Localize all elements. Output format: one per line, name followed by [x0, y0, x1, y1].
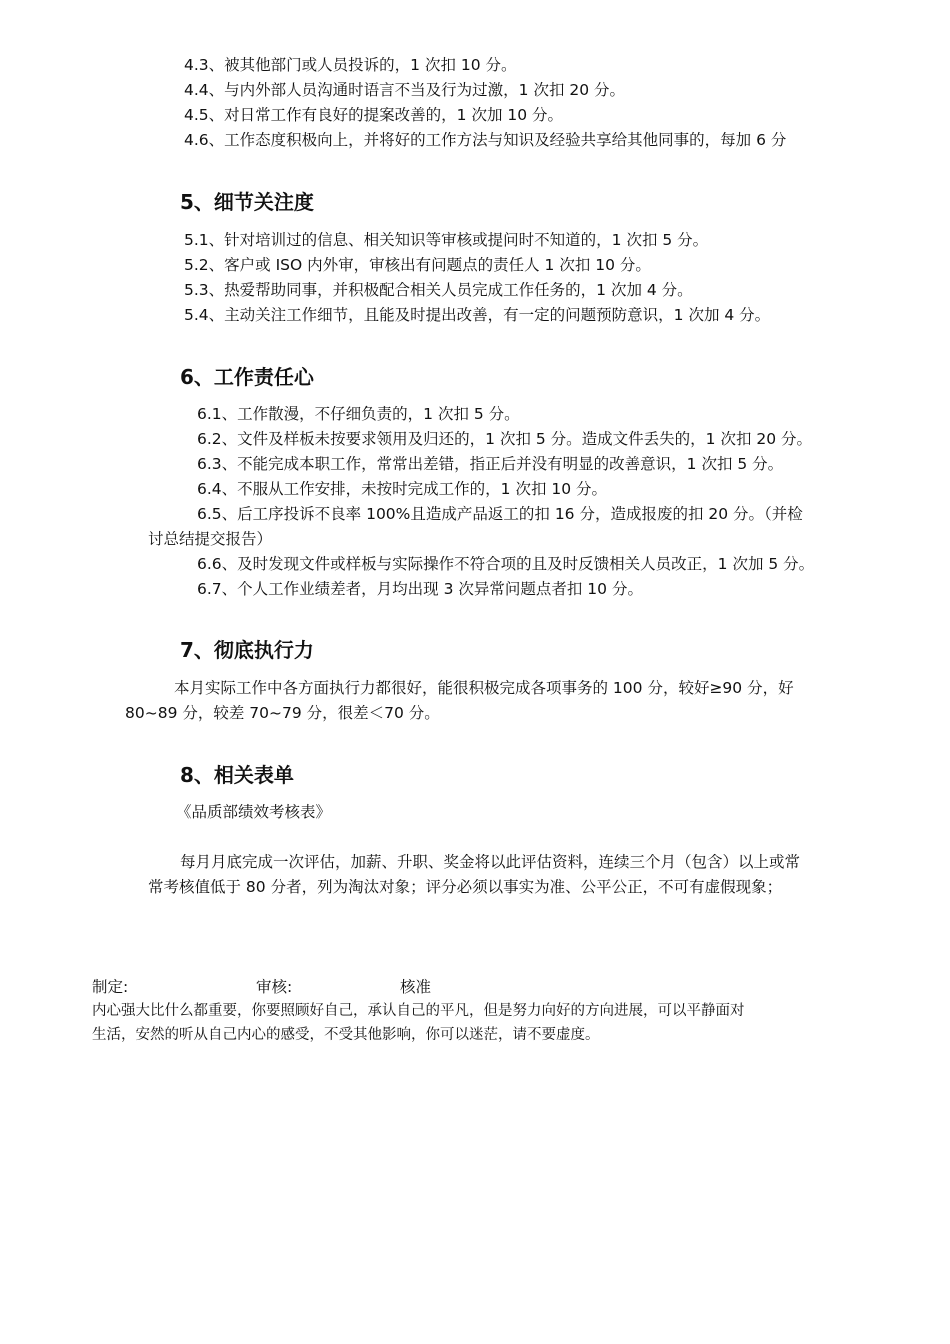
closing-line-1: 内心强大比什么都重要，你要照顾好自己，承认自己的平凡，但是努力向好的方向进展，可以平静面对: [92, 1003, 745, 1019]
item-4-4: 4.4、与内外部人员沟通时语言不当及行为过激，1 次扣 20 分。: [184, 81, 626, 99]
item-6-1: 6.1、工作散漫，不仔细负责的，1 次扣 5 分。: [197, 405, 520, 423]
item-6-2: 6.2、文件及样板未按要求领用及归还的，1 次扣 5 分。造成文件丢失的，1 次扣 20 分。: [197, 430, 813, 448]
item-6-5-cont: 讨总结提交报告）: [148, 530, 273, 548]
item-4-5: 4.5、对日常工作有良好的提案改善的，1 次加 10 分。: [184, 106, 564, 124]
item-5-3: 5.3、热爱帮助同事，并积极配合相关人员完成工作任务的，1 次加 4 分。: [184, 281, 693, 299]
section-7-line-1: 本月实际工作中各方面执行力都很好，能很积极完成各项事务的 100 分，较好≥90 分，好: [174, 679, 794, 697]
section-8-line-1: 每月月底完成一次评估，加薪、升职、奖金将以此评估资料，连续三个月（包含）以上或常: [180, 853, 801, 871]
item-6-7: 6.7、个人工作业绩差者，月均出现 3 次异常问题点者扣 10 分。: [197, 580, 643, 598]
section-7-line-2: 80~89 分，较差 70~79 分，很差＜70 分。: [125, 704, 440, 722]
item-5-2: 5.2、客户或 ISO 内外审，审核出有问题点的责任人 1 次扣 10 分。: [184, 256, 651, 274]
item-4-6: 4.6、工作态度积极向上，并将好的工作方法与知识及经验共享给其他同事的，每加 6 分: [184, 131, 787, 149]
item-5-4: 5.4、主动关注工作细节，且能及时提出改善，有一定的问题预防意识，1 次加 4 分。: [184, 306, 771, 324]
section-8-title: 8、相关表单: [180, 763, 294, 787]
item-6-5: 6.5、后工序投诉不良率 100%且造成产品返工的扣 16 分，造成报废的扣 20 分。（并检: [197, 505, 803, 523]
approved-by-label: 核准: [400, 978, 432, 996]
item-6-6: 6.6、及时发现文件或样板与实际操作不符合项的且及时反馈相关人员改正，1 次加 5 分。: [197, 555, 815, 573]
section-8-line-2: 常考核值低于 80 分者，列为淘汰对象；评分必须以事实为准、公平公正，不可有虚假现象；: [148, 878, 783, 896]
item-6-4: 6.4、不服从工作安排，未按时完成工作的，1 次扣 10 分。: [197, 480, 608, 498]
item-6-3: 6.3、不能完成本职工作，常常出差错，指正后并没有明显的改善意识，1 次扣 5 分。: [197, 455, 784, 473]
section-6-title: 6、工作责任心: [180, 365, 314, 389]
reviewed-by-label: 审核:: [256, 978, 293, 996]
item-5-1: 5.1、针对培训过的信息、相关知识等审核或提问时不知道的，1 次扣 5 分。: [184, 231, 709, 249]
section-7-title: 7、彻底执行力: [180, 638, 314, 662]
item-4-3: 4.3、被其他部门或人员投诉的，1 次扣 10 分。: [184, 56, 517, 74]
prepared-by-label: 制定:: [92, 978, 129, 996]
form-name: 《品质部绩效考核表》: [176, 803, 332, 821]
section-5-title: 5、细节关注度: [180, 190, 314, 214]
closing-line-2: 生活，安然的听从自己内心的感受，不受其他影响，你可以迷茫，请不要虚度。: [92, 1027, 600, 1043]
